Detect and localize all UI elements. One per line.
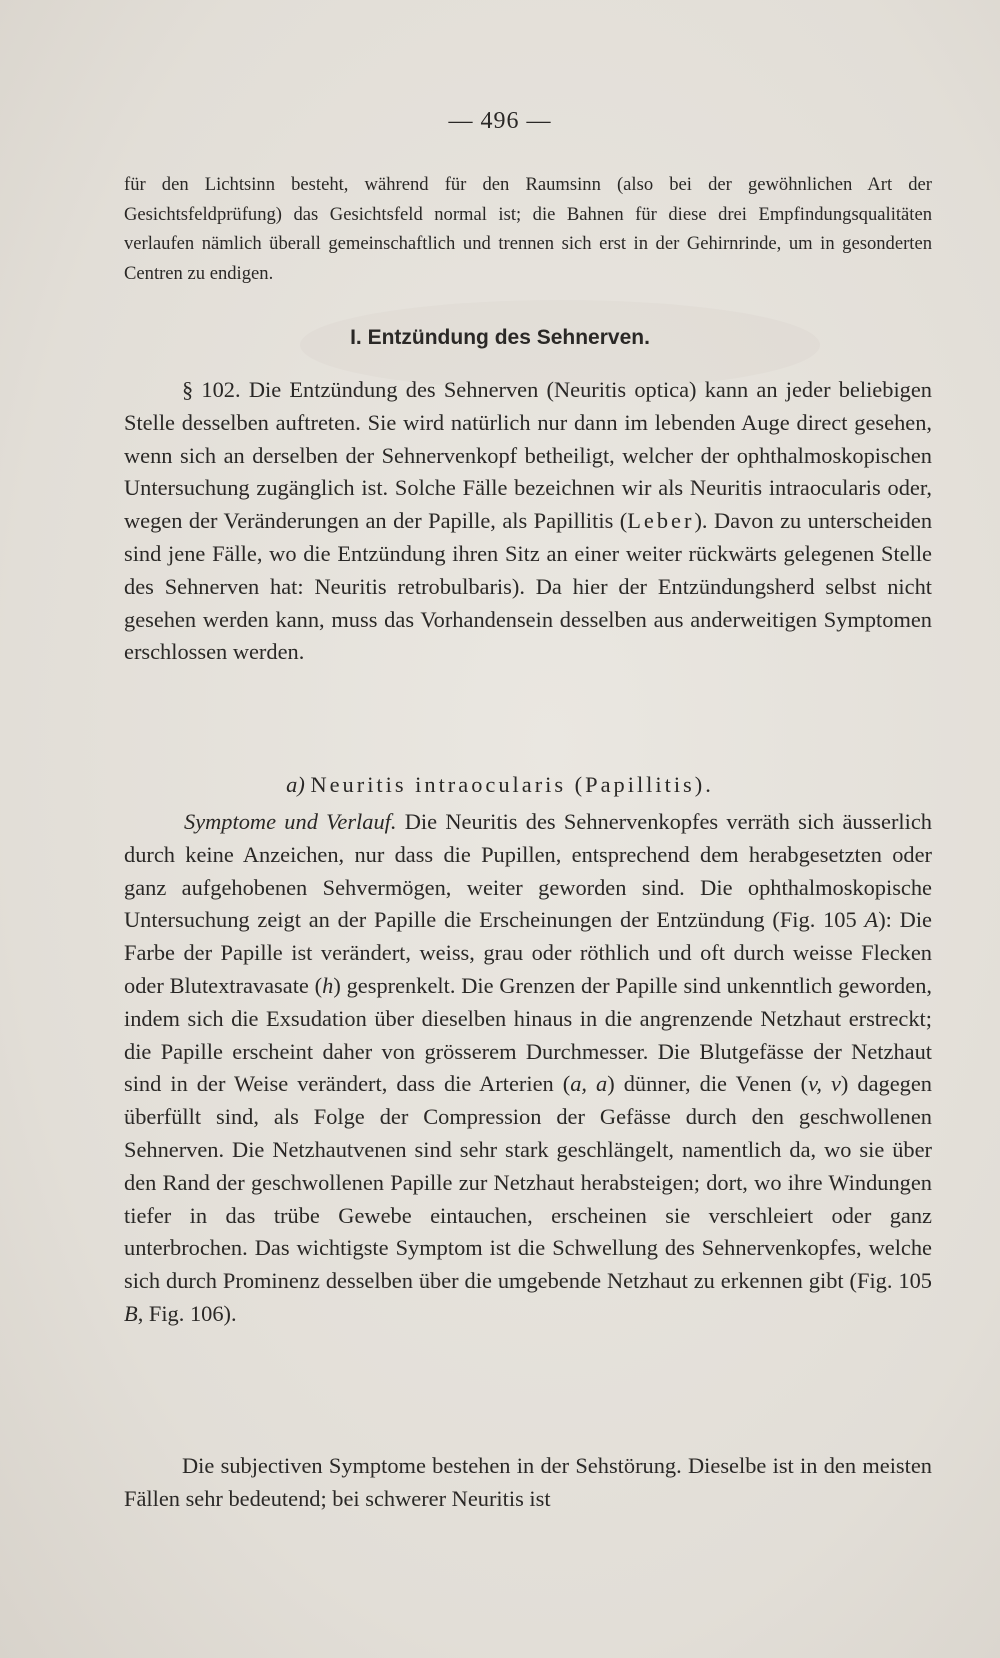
symptoms-text-4: ) dünner, die Venen (: [607, 1071, 809, 1097]
subsection-letter: a): [286, 772, 305, 797]
figure-label-a: A: [864, 907, 879, 933]
symptoms-text-3: ) gesprenkelt. Die Grenzen der Papille sind unkenntlich geworden, indem sich die Exsudation über dieselben hinaus in die angrenzende Netzhaut erstreckt; die Papille erscheint daher von grösserem Durchmesser. Die Blutgefässe der Netzhaut sind in der Weise verändert, dass die Arterien (: [124, 972, 932, 1097]
label-arteries: a, a: [570, 1071, 608, 1097]
symptoms-text-6: , Fig. 106).: [137, 1300, 237, 1326]
section-number: § 102.: [182, 377, 241, 402]
symptoms-lead: Symptome und Verlauf.: [184, 809, 397, 834]
continuation-paragraph: für den Lichtsinn besteht, während für den Raumsinn (also bei der gewöhnlichen Art der Gesichtsfeldprüfung) das Gesichtsfeld normal ist; die Bahnen für diese drei Empfindungsqualitäten verlaufen nämlich überall gemeinschaftlich und trennen sich erst in der Gehirnrinde, um in gesonderten Centren zu endigen.: [124, 174, 932, 284]
subsection-heading: [0, 772, 1000, 798]
label-h: h: [322, 972, 334, 998]
symptoms-text-2: ): Die Farbe der Papille ist verändert, weiss, grau oder röthlich und oft durch weisse Flecken oder Blutextravasate (: [124, 907, 932, 998]
symptoms-paragraph: [124, 806, 932, 1331]
subsection-title: Neuritis intraocularis (Papillitis).: [310, 772, 714, 797]
symptoms-text-1: Die Neuritis des Sehnervenkopfes verräth sich äusserlich durch keine Anzeichen, nur dass die Pupillen, entsprechend dem herabgesetzten oder ganz aufgehobenen Sehvermögen, weiter geworden sind. Die ophthalmoskopische Untersuchung zeigt an der Papille die Erscheinungen der Entzündung (Fig. 105: [124, 809, 932, 933]
section-heading: I. Entzündung des Sehnerven.: [350, 326, 650, 349]
subjective-text: Die subjectiven Symptome bestehen in der Sehstörung. Dieselbe ist in den meisten Fällen sehr bedeutend; bei schwerer Neuritis ist: [124, 1453, 932, 1511]
label-veins: v, v: [808, 1071, 841, 1097]
symptoms-text-5: ) dagegen überfüllt sind, als Folge der Compression der Gefässe durch den geschwollenen Sehnerven. Die Netzhautvenen sind sehr stark geschlängelt, namentlich da, wo sie über den Rand der geschwollenen Papille zur Netzhaut herabsteigen; dort, wo ihre Windungen tiefer in das trübe Gewebe eintauchen, erscheinen sie verschleiert oder ganz unterbrochen. Das wichtigste Symptom ist die Schwellung des Sehnervenkopfes, welche sich durch Prominenz desselben über die umgebende Netzhaut zu erkennen gibt (Fig. 105: [124, 1071, 932, 1294]
paragraph-text-part-2: ). Davon zu unterscheiden sind jene Fälle, wo die Entzündung ihren Sitz an einer weiter rückwärts gelegenen Stelle des Sehnerven hat: Neuritis retrobulbaris). Da hier der Entzündungsherd selbst nicht gesehen werden kann, muss das Vorhandensein desselben aus anderweitigen Symptomen erschlossen werden.: [124, 508, 933, 665]
figure-label-b: B: [124, 1300, 138, 1326]
page-number: — 496 —: [448, 108, 552, 134]
author-reference: Leber: [627, 508, 695, 534]
section-102-paragraph: [124, 374, 932, 669]
subjective-symptoms-paragraph: [124, 1450, 932, 1516]
paragraph-text-part-1: Die Entzündung des Sehnerven (Neuritis optica) kann an jeder beliebigen Stelle desselben auftreten. Sie wird natürlich nur dann im lebenden Auge direct gesehen, wenn sich an derselben der Sehnervenkopf betheiligt, welcher der ophthalmoskopischen Untersuchung zugänglich ist. Solche Fälle bezeichnen wir als Neuritis intraocularis oder, wegen der Veränderungen an der Papille, als Papillitis (: [124, 377, 932, 534]
